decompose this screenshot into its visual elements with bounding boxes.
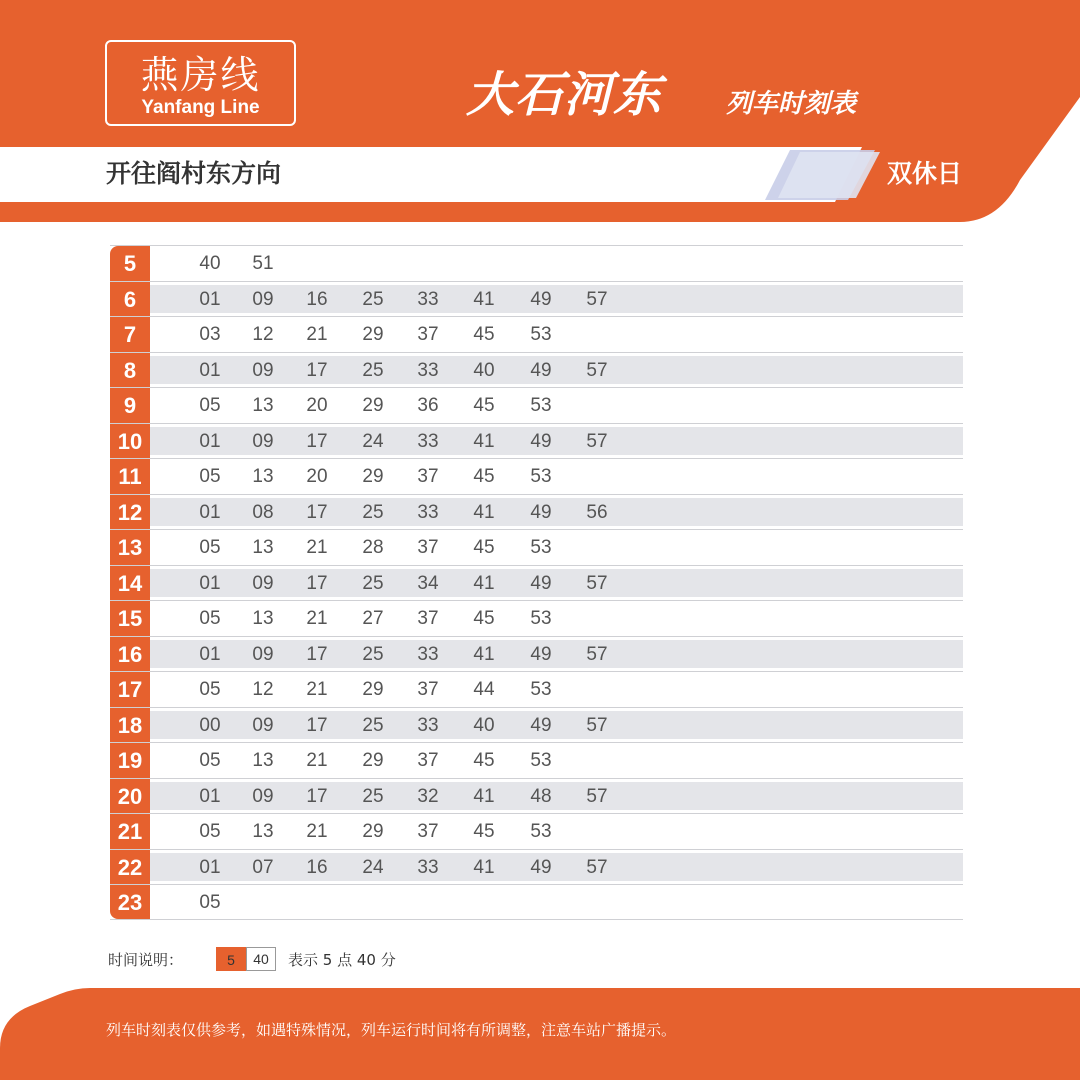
- minute-cell: 49: [530, 856, 552, 878]
- minute-cell: 17: [306, 572, 328, 594]
- hour-cell: 5: [110, 246, 150, 281]
- minute-cell: 13: [252, 466, 274, 487]
- minute-cell: 40: [473, 714, 495, 736]
- table-row: [110, 671, 963, 707]
- minute-cell: 09: [252, 288, 274, 310]
- minute-cell: 17: [306, 430, 328, 452]
- minute-cell: 49: [530, 359, 552, 381]
- minute-cell: 21: [306, 750, 328, 771]
- hour-cell: 14: [110, 566, 150, 601]
- minute-cell: 33: [417, 430, 439, 452]
- minute-cell: 13: [252, 750, 274, 771]
- table-row: [110, 245, 963, 281]
- minute-cell: 21: [306, 324, 328, 345]
- minute-cell: 41: [473, 572, 495, 594]
- minute-cell: 41: [473, 643, 495, 665]
- minute-cell: 49: [530, 501, 552, 523]
- minute-cell: 41: [473, 785, 495, 807]
- minute-cell: 21: [306, 679, 328, 700]
- hour-cell: 15: [110, 601, 150, 636]
- minute-cell: 49: [530, 714, 552, 736]
- minute-cell: 25: [362, 643, 384, 665]
- table-row: [110, 281, 963, 317]
- hour-cell: 9: [110, 388, 150, 423]
- minute-cell: 05: [199, 679, 221, 700]
- table-row: [110, 458, 963, 494]
- minute-cell: 57: [586, 785, 608, 807]
- minute-cell: 27: [362, 608, 384, 629]
- timetable: [110, 245, 963, 920]
- minute-cell: 45: [473, 750, 495, 771]
- minute-cell: 32: [417, 785, 439, 807]
- minute-cell: 37: [417, 750, 439, 771]
- table-row: [110, 707, 963, 743]
- table-row: [110, 600, 963, 636]
- minute-cell: 01: [199, 501, 221, 523]
- minute-cell: 01: [199, 572, 221, 594]
- minute-cell: 49: [530, 572, 552, 594]
- minute-cell: 40: [473, 359, 495, 381]
- minute-cell: 17: [306, 714, 328, 736]
- minute-cell: 45: [473, 537, 495, 558]
- minute-cell: 28: [362, 537, 384, 558]
- minute-cell: 00: [199, 714, 221, 736]
- minute-cell: 13: [252, 395, 274, 416]
- minute-cell: 49: [530, 430, 552, 452]
- hour-cell: 19: [110, 743, 150, 778]
- minute-cell: 29: [362, 750, 384, 771]
- minute-cell: 45: [473, 466, 495, 487]
- legend-example-hour: 5: [216, 947, 246, 971]
- minute-cell: 44: [473, 679, 495, 700]
- minute-cell: 57: [586, 430, 608, 452]
- minute-cell: 48: [530, 785, 552, 807]
- minute-cell: 09: [252, 359, 274, 381]
- minute-cell: 13: [252, 537, 274, 558]
- minute-cell: 16: [306, 288, 328, 310]
- minute-cell: 53: [530, 466, 552, 487]
- line-badge: [105, 40, 296, 126]
- minute-cell: 07: [252, 856, 274, 878]
- minute-cell: 25: [362, 714, 384, 736]
- minute-cell: 05: [199, 466, 221, 487]
- hour-cell: 6: [110, 282, 150, 317]
- minute-cell: 53: [530, 608, 552, 629]
- minute-cell: 33: [417, 643, 439, 665]
- minute-cell: 33: [417, 501, 439, 523]
- minute-cell: 29: [362, 324, 384, 345]
- minute-cell: 37: [417, 537, 439, 558]
- legend-label: 时间说明：: [108, 951, 184, 969]
- minute-cell: 53: [530, 679, 552, 700]
- minute-cell: 57: [586, 572, 608, 594]
- minute-cell: 37: [417, 821, 439, 842]
- minute-cell: 17: [306, 359, 328, 381]
- minute-cell: 21: [306, 608, 328, 629]
- footer-notice: 列车时刻表仅供参考，如遇特殊情况，列车运行时间将有所调整，注意车站广播提示。: [106, 1021, 677, 1039]
- day-type-label: 双休日: [887, 159, 963, 188]
- minute-cell: 41: [473, 430, 495, 452]
- minute-cell: 13: [252, 821, 274, 842]
- minute-cell: 53: [530, 324, 552, 345]
- hour-cell: 18: [110, 708, 150, 743]
- hour-cell: 21: [110, 814, 150, 849]
- minute-cell: 41: [473, 288, 495, 310]
- minute-cell: 24: [362, 856, 384, 878]
- minute-cell: 05: [199, 537, 221, 558]
- minute-cell: 45: [473, 821, 495, 842]
- row-band: [150, 888, 963, 916]
- minute-cell: 57: [586, 288, 608, 310]
- minute-cell: 09: [252, 785, 274, 807]
- minute-cell: 53: [530, 750, 552, 771]
- minute-cell: 20: [306, 395, 328, 416]
- minute-cell: 57: [586, 359, 608, 381]
- minute-cell: 08: [252, 501, 274, 523]
- table-row: [110, 813, 963, 849]
- minute-cell: 21: [306, 821, 328, 842]
- minute-cell: 05: [199, 750, 221, 771]
- table-row: [110, 316, 963, 352]
- table-row: [110, 565, 963, 601]
- sheet-title: 列车时刻表: [726, 89, 857, 119]
- legend-example-minute: 40: [246, 947, 276, 971]
- minute-cell: 25: [362, 785, 384, 807]
- table-row: [110, 849, 963, 885]
- hour-cell: 8: [110, 353, 150, 388]
- table-row: [110, 742, 963, 778]
- hour-cell: 17: [110, 672, 150, 707]
- minute-cell: 17: [306, 643, 328, 665]
- table-row: [110, 529, 963, 565]
- minute-cell: 57: [586, 856, 608, 878]
- table-row: [110, 387, 963, 423]
- minute-cell: 25: [362, 359, 384, 381]
- minute-cell: 21: [306, 537, 328, 558]
- table-row: [110, 352, 963, 388]
- minute-cell: 01: [199, 856, 221, 878]
- minute-cell: 24: [362, 430, 384, 452]
- minute-cell: 01: [199, 359, 221, 381]
- hour-cell: 16: [110, 637, 150, 672]
- minute-cell: 25: [362, 501, 384, 523]
- hour-cell: 22: [110, 850, 150, 885]
- hour-cell: 10: [110, 424, 150, 459]
- minute-cell: 25: [362, 288, 384, 310]
- minute-cell: 29: [362, 679, 384, 700]
- minute-cell: 33: [417, 288, 439, 310]
- minute-cell: 37: [417, 679, 439, 700]
- minute-cell: 45: [473, 395, 495, 416]
- minute-cell: 57: [586, 714, 608, 736]
- minute-cell: 40: [199, 253, 221, 274]
- minute-cell: 01: [199, 785, 221, 807]
- minute-cell: 20: [306, 466, 328, 487]
- minute-cell: 09: [252, 714, 274, 736]
- minute-cell: 53: [530, 821, 552, 842]
- line-name-cn: 燕房线: [140, 53, 261, 97]
- hour-cell: 12: [110, 495, 150, 530]
- minute-cell: 29: [362, 395, 384, 416]
- table-row: [110, 884, 963, 920]
- minute-cell: 09: [252, 430, 274, 452]
- minute-cell: 45: [473, 608, 495, 629]
- minute-cell: 37: [417, 466, 439, 487]
- table-row: [110, 494, 963, 530]
- minute-cell: 12: [252, 679, 274, 700]
- line-name-en: Yanfang Line: [141, 97, 260, 118]
- minute-cell: 29: [362, 821, 384, 842]
- hour-cell: 23: [110, 885, 150, 919]
- table-row: [110, 423, 963, 459]
- minute-cell: 01: [199, 643, 221, 665]
- minute-cell: 01: [199, 288, 221, 310]
- minute-cell: 17: [306, 785, 328, 807]
- minute-cell: 09: [252, 572, 274, 594]
- minute-cell: 53: [530, 537, 552, 558]
- minute-cell: 05: [199, 821, 221, 842]
- minute-cell: 05: [199, 892, 221, 913]
- minute-cell: 41: [473, 856, 495, 878]
- minute-cell: 16: [306, 856, 328, 878]
- direction-label: 开往阎村东方向: [106, 159, 282, 188]
- minute-cell: 03: [199, 324, 221, 345]
- minute-cell: 37: [417, 608, 439, 629]
- minute-cell: 25: [362, 572, 384, 594]
- minute-cell: 57: [586, 643, 608, 665]
- minute-cell: 49: [530, 288, 552, 310]
- table-row: [110, 778, 963, 814]
- minute-cell: 17: [306, 501, 328, 523]
- minute-cell: 56: [586, 501, 608, 523]
- minute-cell: 13: [252, 608, 274, 629]
- minute-cell: 09: [252, 643, 274, 665]
- minute-cell: 05: [199, 395, 221, 416]
- minute-cell: 45: [473, 324, 495, 345]
- minute-cell: 33: [417, 359, 439, 381]
- minute-cell: 36: [417, 395, 439, 416]
- table-row: [110, 636, 963, 672]
- minute-cell: 37: [417, 324, 439, 345]
- hour-cell: 13: [110, 530, 150, 565]
- station-name: 大石河东: [466, 67, 663, 123]
- minute-cell: 34: [417, 572, 439, 594]
- minute-cell: 33: [417, 856, 439, 878]
- minute-cell: 33: [417, 714, 439, 736]
- minute-cell: 49: [530, 643, 552, 665]
- hour-cell: 11: [110, 459, 150, 494]
- hour-cell: 7: [110, 317, 150, 352]
- minute-cell: 51: [252, 253, 274, 274]
- minute-cell: 01: [199, 430, 221, 452]
- legend-explanation: 表示 5 点 40 分: [288, 951, 396, 969]
- minute-cell: 12: [252, 324, 274, 345]
- hour-cell: 20: [110, 779, 150, 814]
- minute-cell: 05: [199, 608, 221, 629]
- minute-cell: 29: [362, 466, 384, 487]
- minute-cell: 41: [473, 501, 495, 523]
- minute-cell: 53: [530, 395, 552, 416]
